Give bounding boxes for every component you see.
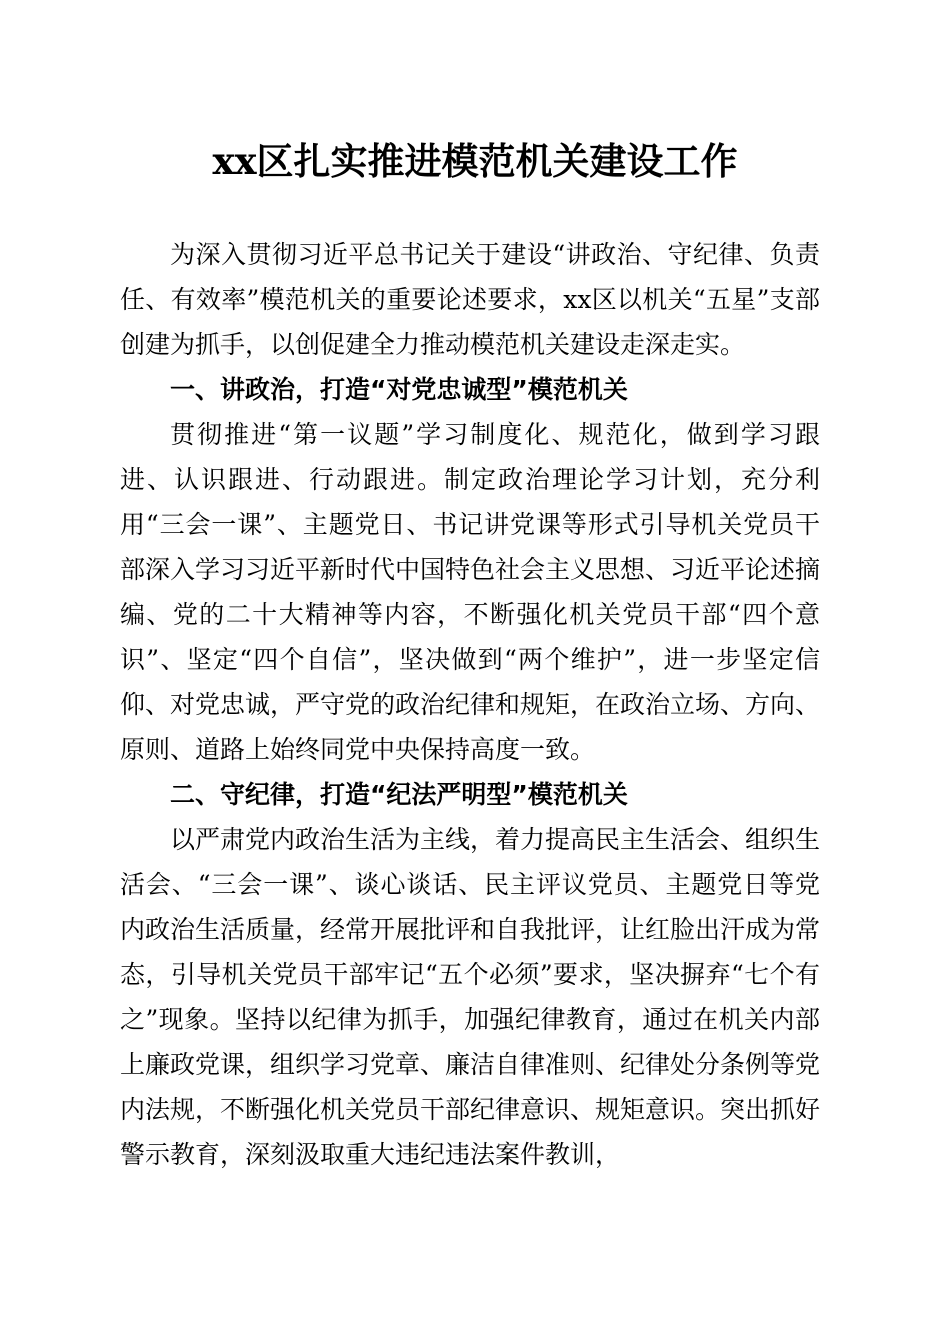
- document-body: [120, 232, 820, 1177]
- intro-paragraph: 为深入贯彻习近平总书记关于建设“讲政治、守纪律、负责任、有效率”模范机关的重要论述要求，xx区以机关“五星”支部创建为抓手，以创促建全力推动模范机关建设走深走实。: [120, 240, 820, 359]
- section-2-paragraph: 以严肃党内政治生活为主线，着力提高民主生活会、组织生活会、“三会一课”、谈心谈话、民主评议党员、主题党日等党内政治生活质量，经常开展批评和自我批评，让红脸出汗成为常态，引导机关党员干部牢记“五个必须”要求，坚决摒弃“七个有之”现象。坚持以纪律为抓手，加强纪律教育，通过在机关内部上廉政党课，组织学习党章、廉洁自律准则、纪律处分条例等党内法规，不断强化机关党员干部纪律意识、规矩意识。突出抓好警示教育，深刻汲取重大违纪违法案件教训，: [120, 825, 821, 1169]
- section-1-heading: 一、讲政治，打造“对党忠诚型”模范机关: [170, 375, 628, 404]
- section-1-paragraph: 贯彻推进“第一议题”学习制度化、规范化，做到学习跟进、认识跟进、行动跟进。制定政治理论学习计划，充分利用“三会一课”、主题党日、书记讲党课等形式引导机关党员干部深入学习习近平新时代中国特色社会主义思想、习近平论述摘编、党的二十大精神等内容，不断强化机关党员干部“四个意识”、坚定“四个自信”，坚决做到“两个维护”，进一步坚定信仰、对党忠诚，严守党的政治纪律和规矩，在政治立场、方向、原则、道路上始终同党中央保持高度一致。: [120, 420, 821, 764]
- section-2-heading: 二、守纪律，打造“纪法严明型”模范机关: [170, 780, 628, 809]
- document-title: xx区扎实推进模范机关建设工作: [212, 139, 738, 183]
